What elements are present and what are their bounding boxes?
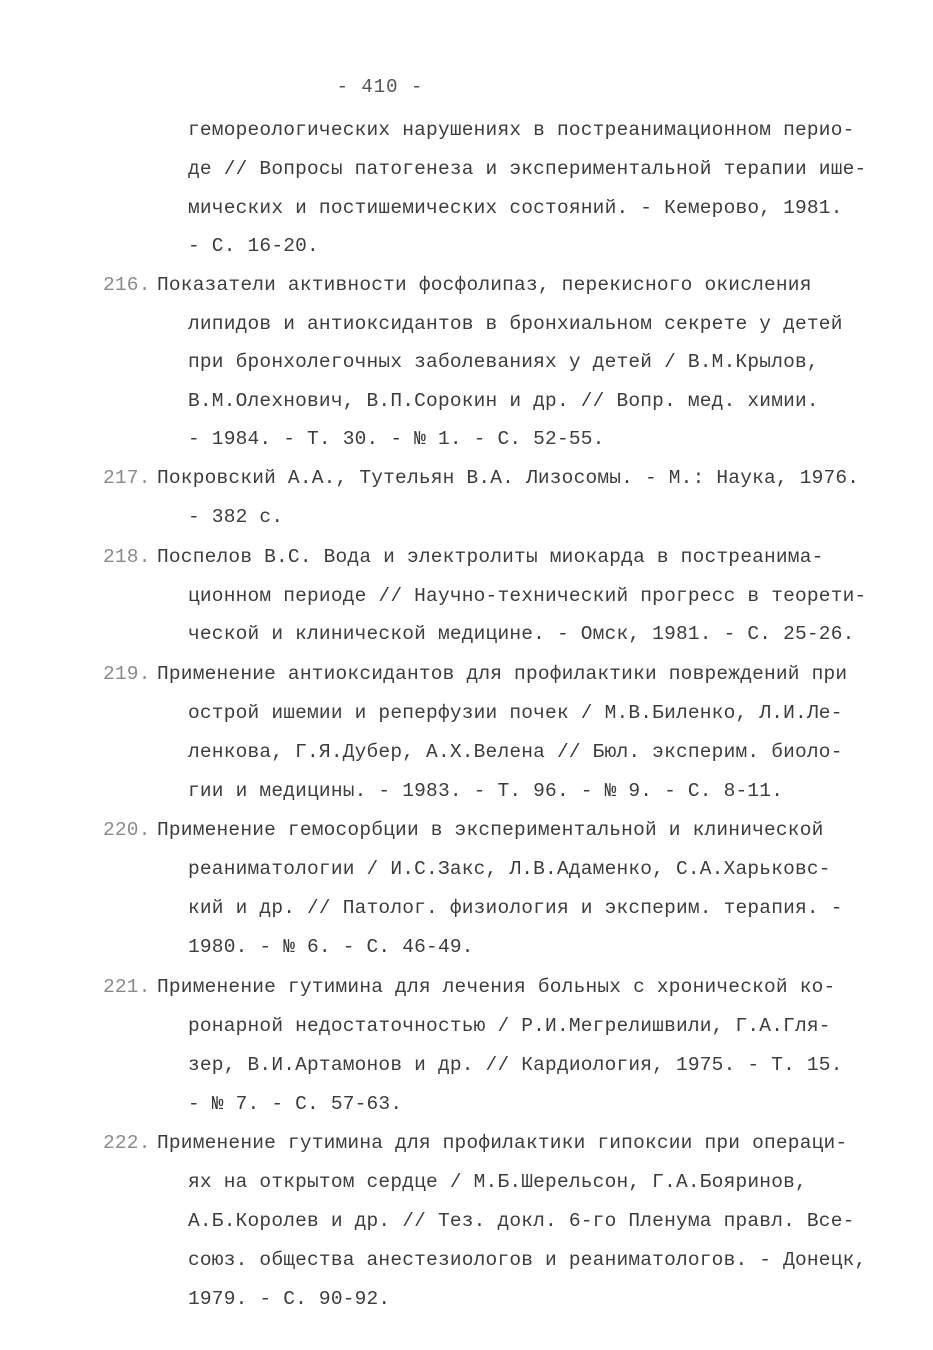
entry-line: Применение гутимина для профилактики гипоксии при операци- — [157, 1132, 848, 1154]
entry-line: гемореологических нарушениях в постреанимационном перио- — [188, 119, 855, 141]
entry-number: 220. — [103, 819, 151, 841]
entry-line: зер, В.И.Артамонов и др. // Кардиология, 1975. - Т. 15. — [188, 1054, 843, 1076]
entry-line: 1979. - С. 90-92. — [188, 1288, 391, 1310]
entry-line: 1980. - № 6. - С. 46-49. — [188, 936, 474, 958]
entry-line: реаниматологии / И.С.Закс, Л.В.Адаменко, С.А.Харьковс- — [188, 858, 831, 880]
entry-line: ционном периоде // Научно-технический прогресс в теорети- — [188, 585, 867, 607]
entry-line: Показатели активности фосфолипаз, перекисного окисления — [157, 274, 812, 296]
entry-line: острой ишемии и реперфузии почек / М.В.Биленко, Л.И.Ле- — [188, 702, 843, 724]
entry-line: ленкова, Г.Я.Дубер, А.Х.Велена // Бюл. эксперим. биоло- — [188, 741, 843, 763]
entry-number: 217. — [103, 467, 151, 489]
entry-line: гии и медицины. - 1983. - Т. 96. - № 9. - С. 8-11. — [188, 780, 784, 802]
entry-line: Поспелов В.С. Вода и электролиты миокарда в постреанима- — [157, 546, 824, 568]
entry-line: ческой и клинической медицине. - Омск, 1981. - С. 25-26. — [188, 623, 855, 645]
entry-line: кий и др. // Патолог. физиология и эксперим. терапия. - — [188, 897, 843, 919]
entry-line: Применение антиоксидантов для профилактики повреждений при — [157, 663, 848, 685]
entry-number: 221. — [103, 976, 151, 998]
entry-line: В.М.Олехнович, В.П.Сорокин и др. // Вопр. мед. химии. — [188, 390, 819, 412]
entry-line: - 1984. - Т. 30. - № 1. - С. 52-55. — [188, 428, 605, 450]
entry-line: мических и постишемических состояний. - Кемерово, 1981. — [188, 197, 843, 219]
page-number: - 410 - — [336, 76, 424, 98]
entry-line: Покровский А.А., Тутельян В.А. Лизосомы. - М.: Наука, 1976. — [157, 467, 860, 489]
entry-number: 216. — [103, 274, 151, 296]
entry-line: - 382 с. — [188, 506, 284, 528]
entry-number: 222. — [103, 1132, 151, 1154]
entry-line: при бронхолегочных заболеваниях у детей / В.М.Крылов, — [188, 351, 819, 373]
entry-line: Применение гемосорбции в экспериментальной и клинической — [157, 819, 824, 841]
entry-line: липидов и антиоксидантов в бронхиальном секрете у детей — [188, 313, 843, 335]
entry-line: - № 7. - С. 57-63. — [188, 1093, 403, 1115]
entry-number: 219. — [103, 663, 151, 685]
entry-line: союз. общества анестезиологов и реаниматологов. - Донецк, — [188, 1249, 867, 1271]
entry-line: - С. 16-20. — [188, 235, 319, 257]
entry-number: 218. — [103, 546, 151, 568]
entry-line: А.Б.Королев и др. // Тез. докл. 6-го Пленума правл. Все- — [188, 1210, 855, 1232]
entry-line: Применение гутимина для лечения больных с хронической ко- — [157, 976, 836, 998]
entry-line: ях на открытом сердце / М.Б.Шерельсон, Г.А.Бояринов, — [188, 1171, 807, 1193]
entry-line: ронарной недостаточностью / Р.И.Мегрелишвили, Г.А.Гля- — [188, 1015, 831, 1037]
entry-line: де // Вопросы патогенеза и экспериментальной терапии ише- — [188, 158, 867, 180]
